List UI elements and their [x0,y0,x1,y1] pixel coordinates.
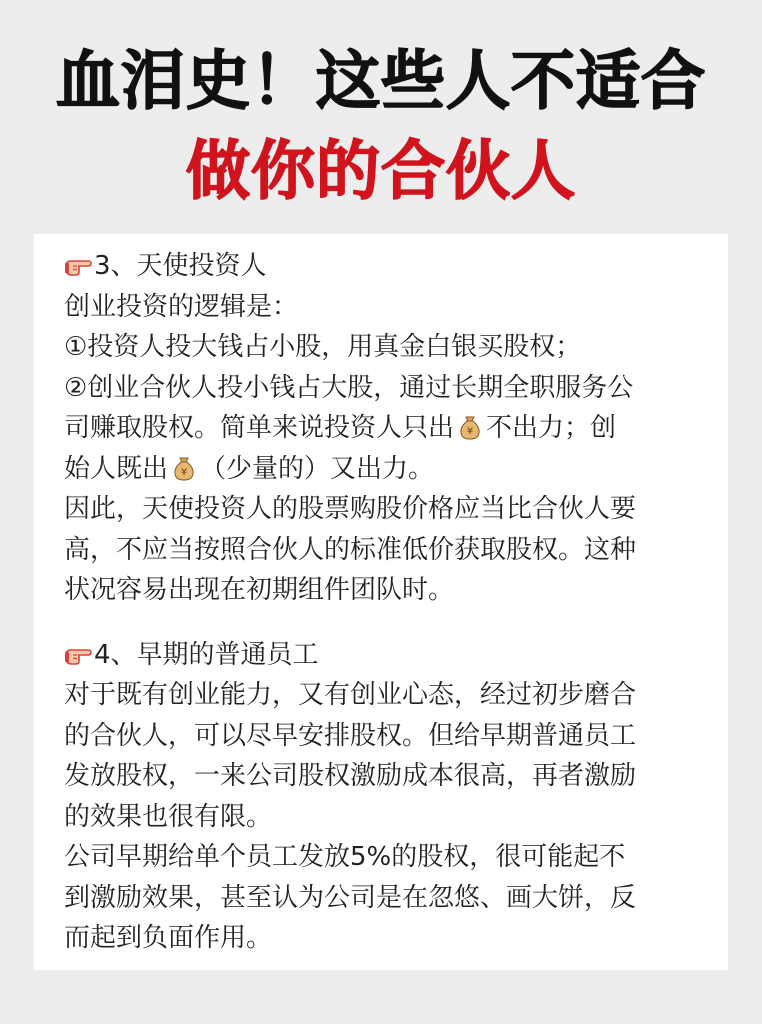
text-segment: 不出力；创 [486,413,617,443]
paragraph-line: ①投资人投大钱占小股，用真金白银买股权； [64,332,582,362]
svg-text:¥: ¥ [466,426,474,437]
text-segment: （少量的）又出力。 [200,453,435,484]
text-segment: 始人既出 [64,453,169,484]
paragraph-line: 到激励效果，甚至认为公司是在忽悠、画大饼，反 [64,882,637,913]
heading-text: 3、天使投资人 [94,251,267,281]
paragraph-line: 状况容易出现在初期组件团队时。 [64,575,455,605]
section-angel-investor [64,246,714,611]
section-heading [64,246,714,287]
paragraph-line: 公司早期给单个员工发放5%的股权，很可能起不 [64,842,626,872]
paragraph-line: 对于既有创业能力，又有创业心态，经过初步磨合 [64,680,637,710]
paragraph-line: 发放股权，一来公司股权激励成本很高，再者激励 [64,761,637,791]
paragraph-line: 的合伙人，可以尽早安排股权。但给早期普通员工 [64,720,637,751]
money-bag-icon [172,455,196,481]
page-title: 血泪史！这些人不适合 [56,45,706,119]
paragraph-line: 因此，天使投资人的股票购股价格应当比合伙人要 [64,494,637,524]
text-segment: 司赚取股权。简单来说投资人只出 [64,413,455,443]
page-subtitle: 做你的合伙人 [186,135,576,209]
paragraph-line: 高，不应当按照合伙人的标准低价获取股权。这种 [64,534,637,565]
section-heading [64,635,714,676]
paragraph-line [64,449,714,490]
paragraph-line [64,408,714,449]
money-bag-icon [458,414,482,440]
paragraph-line: 而起到负面作用。 [64,923,273,953]
paragraph-line: 的效果也很有限。 [64,801,273,832]
heading-text: 4、早期的普通员工 [94,639,319,670]
paragraph-line: 创业投资的逻辑是： [64,291,299,322]
pointing-hand-icon [64,255,92,277]
pointing-hand-icon [64,644,92,666]
svg-text:¥: ¥ [180,466,188,478]
paragraph-line: ②创业合伙人投小钱占大股，通过长期全职服务公 [64,372,634,403]
content-card [34,234,728,970]
section-early-employees [64,635,714,959]
